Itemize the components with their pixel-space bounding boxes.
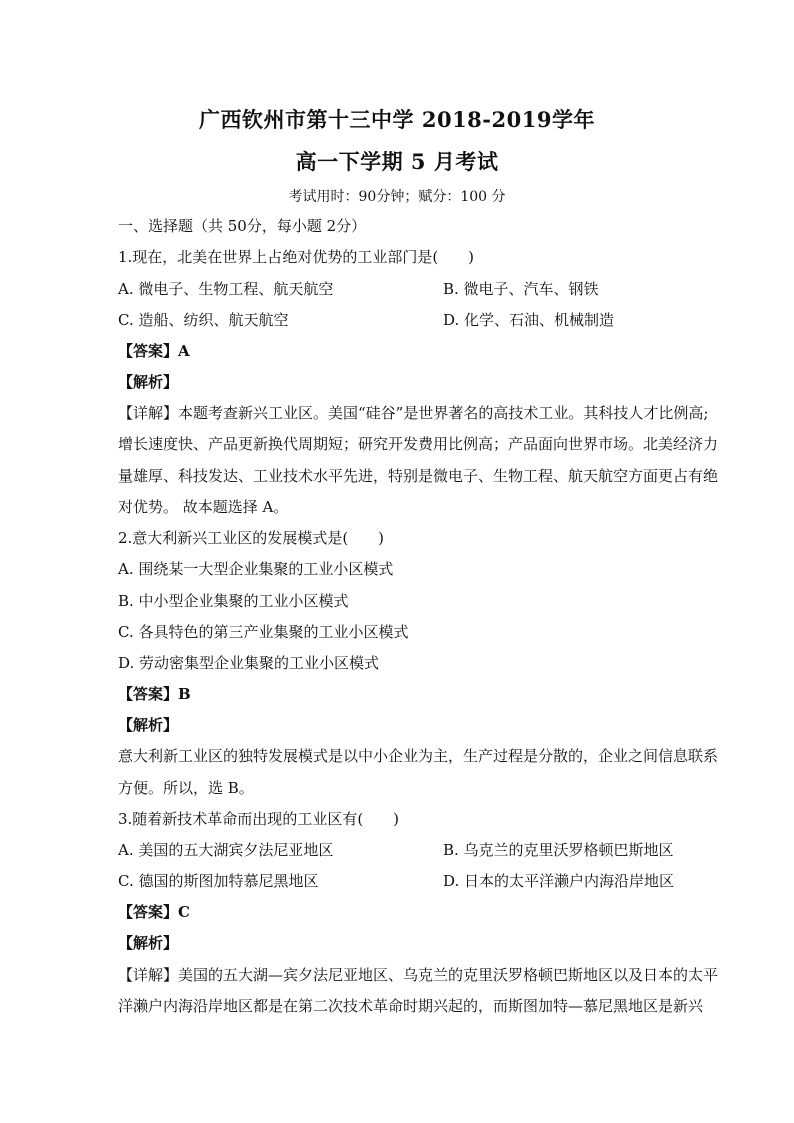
question-3-option-a: A. 美国的五大湖宾夕法尼亚地区 bbox=[118, 841, 334, 859]
question-3-option-c: C. 德国的斯图加特慕尼黑地区 bbox=[118, 872, 319, 890]
question-3-analysis-line: 洋濑户内海沿岸地区都是在第二次技术革命时期兴起的，而斯图加特—慕尼黑地区是新兴 bbox=[118, 997, 704, 1015]
question-2-analysis-label: 【解析】 bbox=[118, 716, 179, 734]
question-3-analysis-label: 【解析】 bbox=[118, 934, 179, 952]
question-2-option-d: D. 劳动密集型企业集聚的工业小区模式 bbox=[118, 654, 380, 672]
question-2-option-b: B. 中小型企业集聚的工业小区模式 bbox=[118, 592, 349, 610]
document-title-line1: 广西钦州市第十三中学 2018-2019学年 bbox=[199, 107, 595, 132]
question-3-stem: 3.随着新技术革命而出现的工业区有( ) bbox=[118, 810, 400, 828]
question-3-answer: 【答案】C bbox=[118, 903, 190, 921]
question-1-stem: 1.现在，北美在世界上占绝对优势的工业部门是( ) bbox=[118, 248, 475, 266]
question-3-analysis-line: 【详解】美国的五大湖—宾夕法尼亚地区、乌克兰的克里沃罗格顿巴斯地区以及日本的太平 bbox=[118, 966, 719, 984]
document-title-line2: 高一下学期 5 月考试 bbox=[295, 149, 499, 174]
question-1-analysis-line: 增长速度快、产品更新换代周期短；研究开发费用比例高；产品面向世界市场。北美经济力 bbox=[118, 435, 719, 453]
question-2-answer: 【答案】B bbox=[118, 685, 191, 703]
question-1-analysis-line: 【详解】本题考查新兴工业区。美国“硅谷”是世界著名的高技术工业。其科技人才比例高; bbox=[118, 404, 709, 422]
section-heading: 一、选择题（共 50分，每小题 2分） bbox=[118, 217, 367, 235]
question-3-option-b: B. 乌克兰的克里沃罗格顿巴斯地区 bbox=[443, 841, 674, 859]
question-1-option-a: A. 微电子、生物工程、航天航空 bbox=[118, 280, 334, 298]
question-1-answer: 【答案】A bbox=[118, 342, 190, 360]
question-1-option-b: B. 微电子、汽车、钢铁 bbox=[443, 280, 599, 298]
question-1-analysis-line: 量雄厚、科技发达、工业技术水平先进，特别是微电子、生物工程、航天航空方面更占有绝 bbox=[118, 467, 719, 485]
question-1-analysis-line: 对优势。 故本题选择 A。 bbox=[118, 498, 289, 516]
question-2-analysis-line: 方便。所以，选 B。 bbox=[118, 779, 254, 797]
question-1-analysis-label: 【解析】 bbox=[118, 373, 179, 391]
exam-info: 考试用时：90分钟；赋分：100 分 bbox=[288, 189, 506, 205]
question-2-analysis-line: 意大利新工业区的独特发展模式是以中小企业为主，生产过程是分散的，企业之间信息联系 bbox=[118, 747, 719, 765]
question-2-option-a: A. 围绕某一大型企业集聚的工业小区模式 bbox=[118, 560, 394, 578]
question-1-option-d: D. 化学、石油、机械制造 bbox=[443, 311, 615, 329]
question-3-option-d: D. 日本的太平洋濑户内海沿岸地区 bbox=[443, 872, 675, 890]
question-2-option-c: C. 各具特色的第三产业集聚的工业小区模式 bbox=[118, 623, 409, 641]
question-2-stem: 2.意大利新兴工业区的发展模式是( ) bbox=[118, 529, 385, 547]
question-1-option-c: C. 造船、纺织、航天航空 bbox=[118, 311, 289, 329]
